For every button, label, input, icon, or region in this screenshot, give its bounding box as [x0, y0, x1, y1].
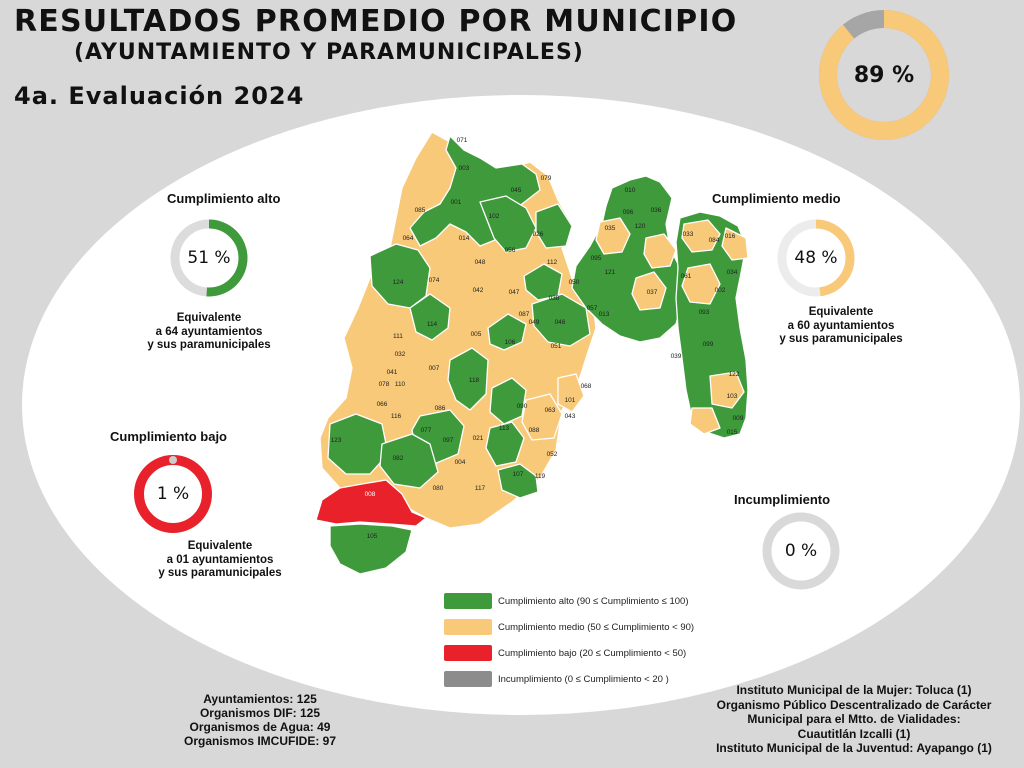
municipality-code-label: 047 [508, 289, 520, 296]
municipality-code-label: 013 [598, 311, 610, 318]
alto-equiv-line: Equivalente [176, 312, 242, 324]
municipality-code-label: 046 [554, 319, 566, 326]
municipality-code-label: 061 [680, 273, 692, 280]
bajo-percent: 1 % [156, 484, 190, 504]
bajo-title: Cumplimiento bajo [110, 429, 227, 444]
municipality-code-label: 090 [516, 403, 528, 410]
municipality-code-label: 110 [394, 381, 406, 388]
municipality-code-label: 007 [428, 365, 440, 372]
municipality-code-label: 008 [364, 491, 376, 498]
municipality-code-label: 039 [670, 353, 682, 360]
evaluation-label: 4a. Evaluación 2024 [14, 82, 305, 110]
municipality-code-label: 001 [450, 199, 462, 206]
municipality-code-label: 050 [568, 279, 580, 286]
municipality-code-label: 063 [544, 407, 556, 414]
municipality-code-label: 093 [698, 309, 710, 316]
municipality-code-label: 116 [390, 413, 402, 420]
page-subtitle: (AYUNTAMIENTO Y PARAMUNICIPALES) [74, 40, 584, 65]
legend-row-bajo [444, 640, 694, 666]
municipality-code-label: 004 [454, 459, 466, 466]
bajo-equiv-line: Equivalente [187, 540, 253, 552]
municipality-code-label: 068 [580, 383, 592, 390]
municipality-code-label: 038 [548, 295, 560, 302]
map-legend [444, 588, 694, 692]
municipality-code-label: 014 [458, 235, 470, 242]
organism-counts [150, 692, 370, 748]
municipality-code-label: 111 [393, 333, 403, 340]
municipality-code-label: 101 [564, 397, 576, 404]
municipality-code-label: 112 [546, 259, 558, 266]
municipality-code-label: 034 [726, 269, 738, 276]
legend-label-incumplimiento: Incumplimiento (0 ≤ Cumplimiento < 20 ) [498, 673, 669, 685]
alto-equiv-line: a 64 ayuntamientos [155, 325, 263, 338]
municipality-code-label: 074 [428, 277, 440, 284]
municipality-code-label: 121 [604, 269, 616, 276]
municipality-code-label: 048 [474, 259, 486, 266]
municipality-code-label: 043 [564, 413, 576, 420]
municipality-code-label: 010 [624, 187, 636, 194]
alto-equivalent [134, 312, 284, 353]
municipality-code-label: 051 [550, 343, 562, 350]
institute-line: Cuautitlán Izcalli (1) [797, 726, 911, 741]
municipality-code-label: 066 [376, 401, 388, 408]
institute-line: Instituto Municipal de la Juventud: Ayapango (1) [716, 741, 992, 755]
municipality-code-label: 036 [650, 207, 662, 214]
municipality-code-label: 080 [432, 485, 444, 492]
municipality-code-label: 086 [434, 405, 446, 412]
municipality-code-label: 077 [420, 427, 432, 434]
municipality-code-label: 003 [458, 165, 470, 172]
municipality-code-label: 099 [702, 341, 714, 348]
municipality-code-label: 045 [510, 187, 522, 194]
institute-line: Instituto Municipal de la Mujer: Toluca (1) [736, 683, 972, 697]
map-region-alto [536, 204, 572, 248]
municipality-code-label: 002 [714, 287, 726, 294]
municipality-code-label: 117 [474, 485, 486, 492]
municipality-code-label: 087 [518, 311, 530, 318]
municipality-code-label: 105 [366, 533, 378, 540]
municipality-code-label: 032 [394, 351, 406, 358]
legend-label-medio: Cumplimiento medio (50 ≤ Cumplimiento < 90) [498, 621, 695, 633]
count-line: Organismos IMCUFIDE: 97 [183, 734, 337, 748]
count-line: Organismos DIF: 125 [199, 706, 321, 720]
municipality-code-label: 005 [470, 331, 482, 338]
institute-line: Municipal para el Mtto. de Vialidades: [747, 712, 961, 726]
legend-swatch-medio [444, 619, 492, 635]
medio-title: Cumplimiento medio [712, 191, 841, 206]
municipality-code-label: 107 [512, 471, 524, 478]
bajo-equivalent [145, 540, 295, 581]
municipality-code-label: 015 [726, 429, 738, 436]
municipality-code-label: 122 [728, 371, 740, 378]
municipality-code-label: 035 [604, 225, 616, 232]
medio-percent: 48 % [794, 248, 838, 268]
municipality-code-label: 016 [724, 233, 736, 240]
map-region-medio [558, 374, 584, 412]
municipality-code-label: 078 [378, 381, 390, 388]
municipality-code-label: 103 [726, 393, 738, 400]
municipality-code-label: 124 [392, 279, 404, 286]
municipality-code-label: 049 [528, 319, 540, 326]
municipality-code-label: 037 [646, 289, 658, 296]
legend-swatch-bajo [444, 645, 492, 661]
municipality-code-label: 021 [472, 435, 484, 442]
municipality-code-label: 113 [498, 425, 510, 432]
alto-percent: 51 % [187, 248, 231, 268]
municipality-code-label: 033 [682, 231, 694, 238]
municipality-code-label: 119 [534, 473, 546, 480]
municipality-code-label: 095 [590, 255, 602, 262]
municipality-code-label: 106 [504, 339, 516, 346]
municipality-code-label: 064 [402, 235, 414, 242]
count-line: Ayuntamientos: 125 [203, 692, 317, 706]
municipality-code-label: 056 [504, 247, 516, 254]
municipality-code-label: 118 [468, 377, 480, 384]
municipality-code-label: 041 [386, 369, 398, 376]
municipality-code-label: 042 [472, 287, 484, 294]
medio-equivalent [766, 306, 916, 347]
bajo-equiv-line: a 01 ayuntamientos [166, 553, 274, 566]
legend-label-bajo: Cumplimiento bajo (20 ≤ Cumplimiento < 50) [498, 647, 687, 659]
legend-row-alto [444, 588, 694, 614]
municipality-code-label: 026 [532, 231, 544, 238]
municipality-code-label: 120 [634, 223, 646, 230]
map-region-alto [330, 524, 412, 574]
overall-percent: 89 % [853, 62, 915, 88]
bajo-equiv-line: y sus paramunicipales [158, 567, 282, 579]
count-line: Organismos de Agua: 49 [189, 720, 331, 734]
medio-equiv-line: Equivalente [808, 306, 874, 318]
municipality-code-label: 057 [586, 305, 598, 312]
municipality-code-label: 071 [456, 137, 468, 144]
municipality-code-label: 096 [622, 209, 634, 216]
page-title: RESULTADOS PROMEDIO POR MUNICIPIO [14, 4, 738, 39]
municipality-code-label: 079 [540, 175, 552, 182]
medio-equiv-line: a 60 ayuntamientos [787, 319, 895, 332]
municipality-code-label: 088 [528, 427, 540, 434]
municipality-code-label: 009 [732, 415, 744, 422]
legend-row-incumplimiento [444, 666, 694, 692]
municipality-code-label: 102 [488, 213, 500, 220]
municipality-code-label: 123 [330, 437, 342, 444]
legend-label-alto: Cumplimiento alto (90 ≤ Cumplimiento ≤ 100) [498, 595, 689, 607]
alto-equiv-line: y sus paramunicipales [147, 339, 271, 351]
legend-swatch-alto [444, 593, 492, 609]
other-institutes [690, 683, 1018, 756]
incumplimiento-percent: 0 % [784, 541, 818, 561]
medio-equiv-line: y sus paramunicipales [779, 333, 903, 345]
institute-line: Organismo Público Descentralizado de Carácter [716, 697, 992, 712]
legend-swatch-incumplimiento [444, 671, 492, 687]
map-region-medio [644, 234, 676, 268]
legend-row-medio [444, 614, 694, 640]
municipality-code-label: 052 [546, 451, 558, 458]
municipality-code-label: 084 [708, 237, 720, 244]
incumplimiento-title: Incumplimiento [734, 492, 831, 507]
municipality-code-label: 114 [426, 321, 438, 328]
state-map [300, 128, 770, 578]
municipality-code-label: 097 [442, 437, 454, 444]
municipality-code-label: 085 [414, 207, 426, 214]
alto-title: Cumplimiento alto [167, 191, 281, 206]
municipality-code-label: 082 [392, 455, 404, 462]
